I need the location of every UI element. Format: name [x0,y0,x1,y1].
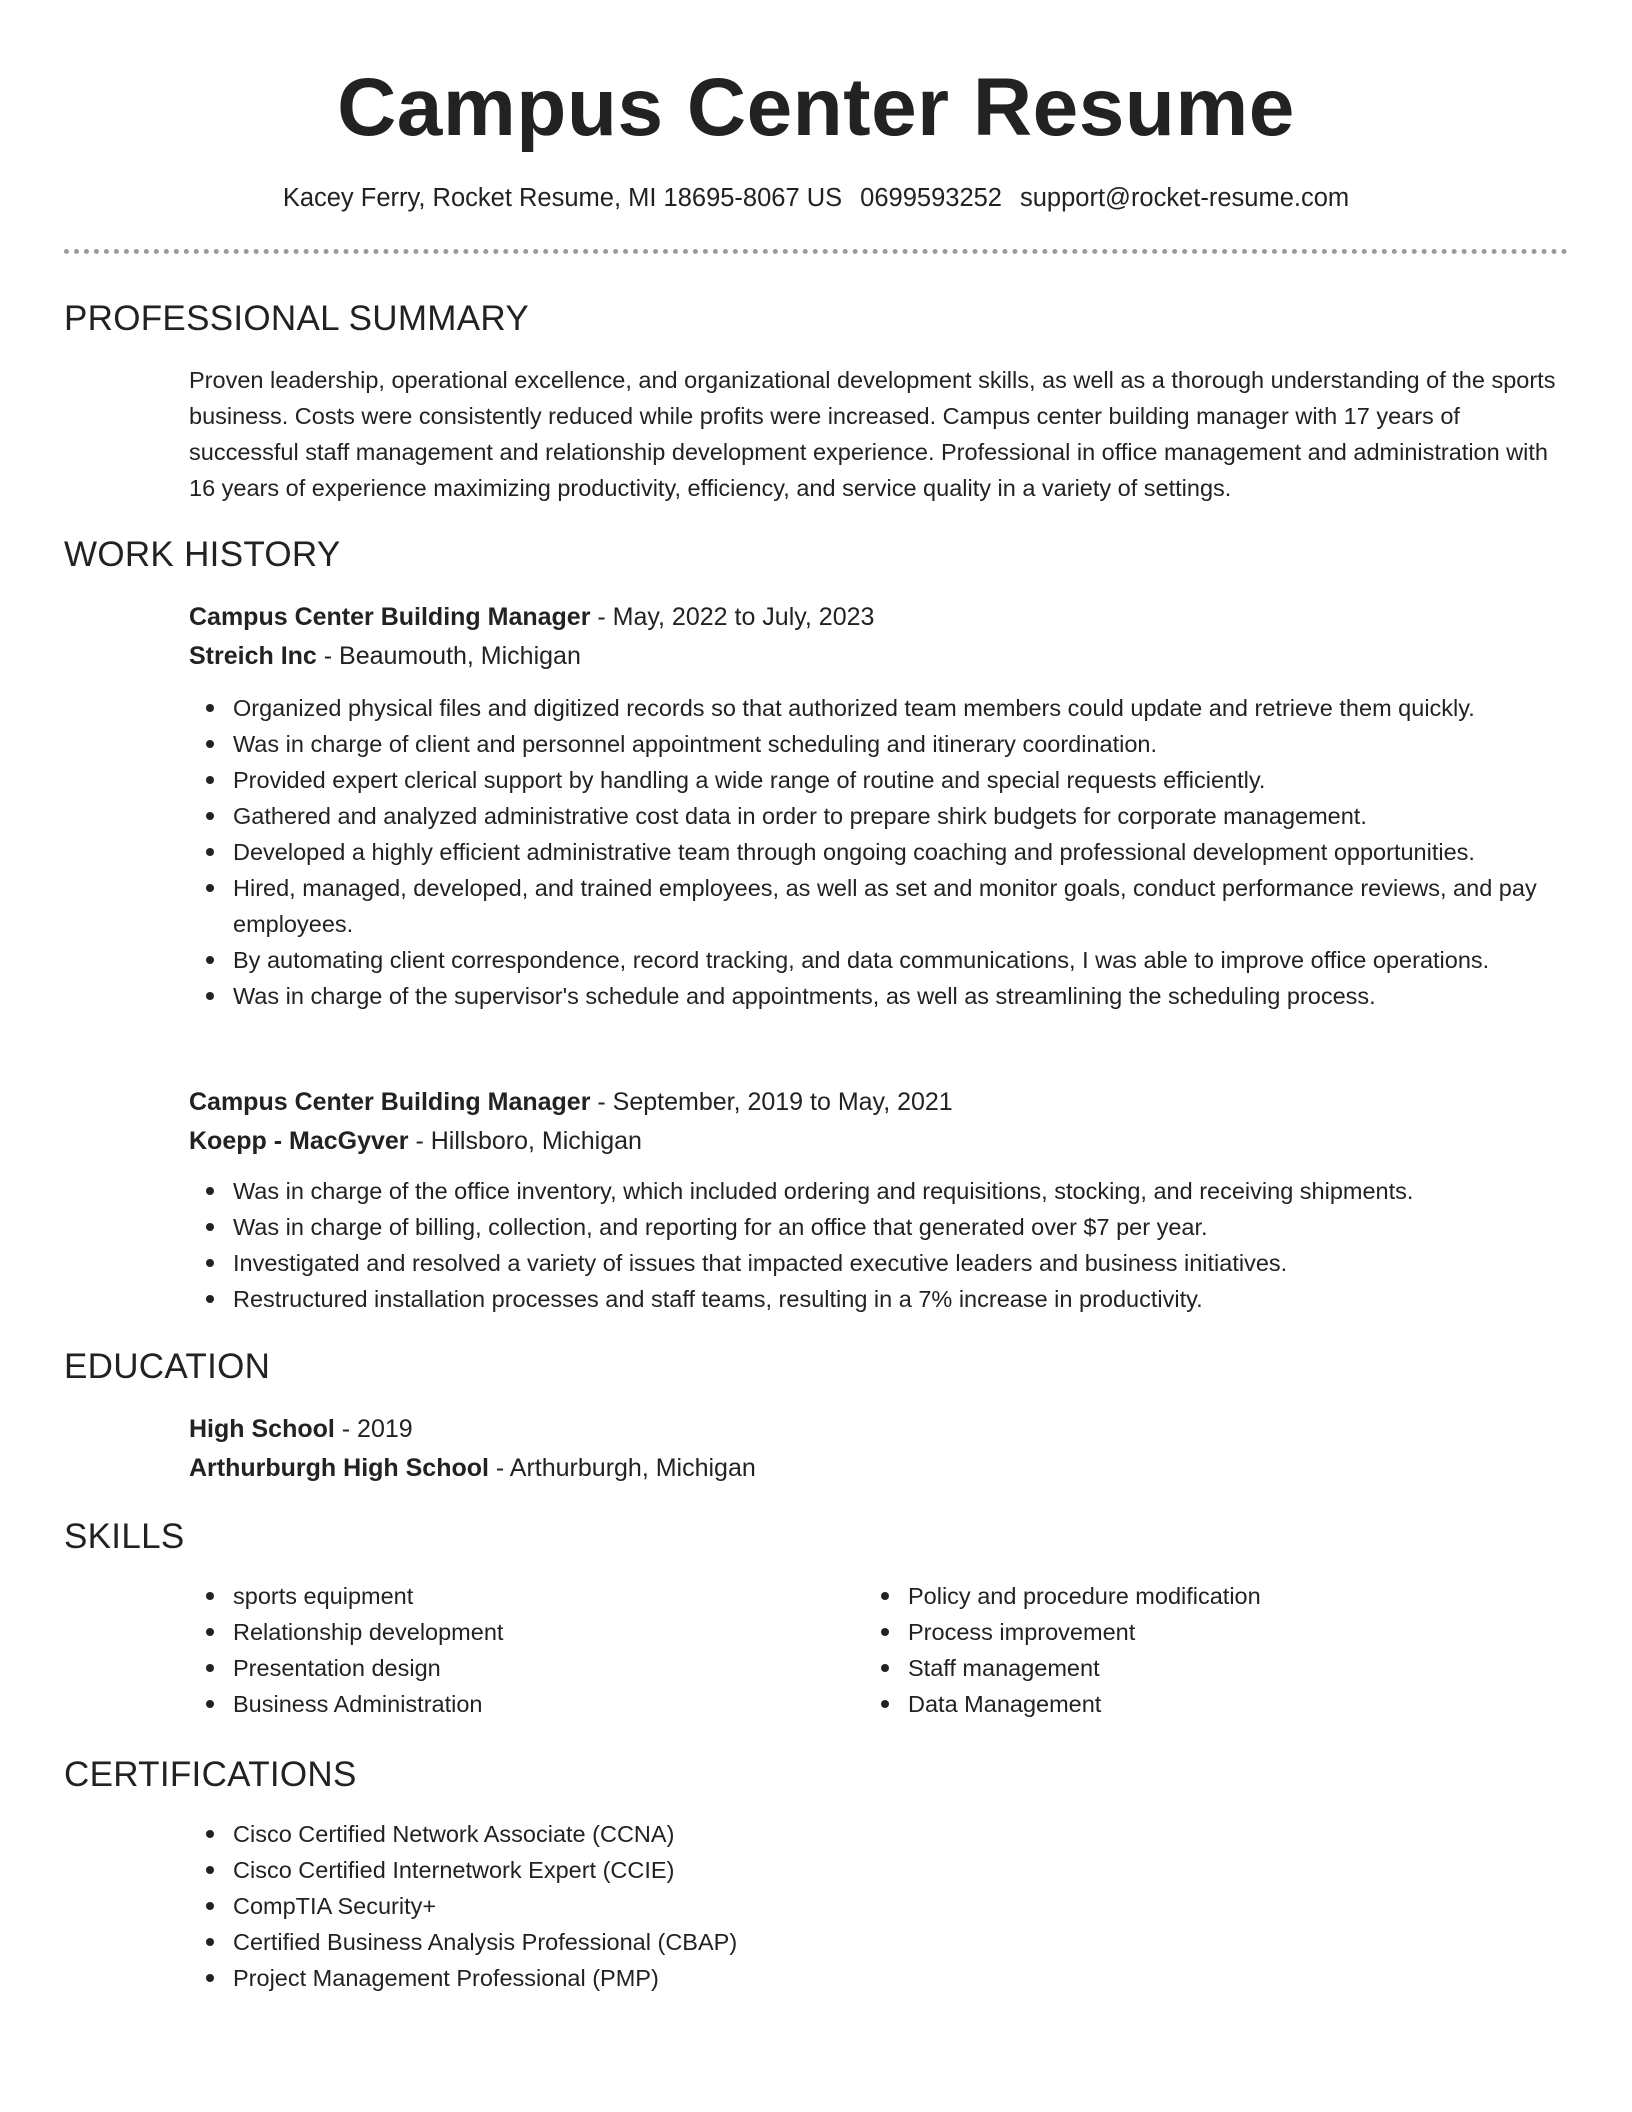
skills-column-right [864,1578,1524,1722]
contact-address: Kacey Ferry, Rocket Resume, MI 18695-8067 US [282,184,843,212]
job-location: - Beaumouth, Michigan [316,642,581,670]
job-bullet: Developed a highly efficient administrative team through ongoing coaching and professional development opportunities. [233,834,1569,870]
job-company: Streich Inc [189,642,317,670]
job-bullet: Was in charge of the office inventory, which included ordering and requisitions, stocking, and receiving shipments. [233,1173,1569,1209]
header-divider [64,249,1568,254]
contact-email: support@rocket-resume.com [1020,184,1350,212]
skills-column-left [189,1578,849,1722]
job-bullet: Investigated and resolved a variety of issues that impacted executive leaders and business initiatives. [233,1245,1569,1281]
job-bullet: Gathered and analyzed administrative cost data in order to prepare shirk budgets for corporate management. [233,798,1569,834]
skills-list [864,1578,1524,1722]
education-degree-line [189,1410,1569,1449]
job-bullets [189,1173,1569,1317]
job-location: - Hillsboro, Michigan [408,1127,642,1155]
job-company-line [189,637,1569,676]
job-bullet: By automating client correspondence, record tracking, and data communications, I was able to improve office operations. [233,942,1569,978]
skill-item: Data Management [908,1686,1524,1722]
education-location: - Arthurburgh, Michigan [488,1454,756,1482]
education-degree: High School [189,1415,335,1443]
job-bullets [189,690,1569,1014]
job-company-line [189,1122,1569,1161]
certifications-entry [189,1816,1569,1996]
job-company: Koepp - MacGyver [189,1127,409,1155]
skill-item: Policy and procedure modification [908,1578,1524,1614]
education-school: Arthurburgh High School [189,1454,489,1482]
job-bullet: Restructured installation processes and staff teams, resulting in a 7% increase in productivity. [233,1281,1569,1317]
education-entry [189,1410,1569,1488]
section-heading-education: EDUCATION [64,1347,271,1386]
section-heading-certifications: CERTIFICATIONS [64,1755,357,1794]
education-school-line [189,1449,1569,1488]
skill-item: Presentation design [233,1650,849,1686]
job-title: Campus Center Building Manager [189,1088,591,1116]
job-bullet: Was in charge of client and personnel appointment scheduling and itinerary coordination. [233,726,1569,762]
skill-item: Business Administration [233,1686,849,1722]
certification-item: Cisco Certified Internetwork Expert (CCIE) [233,1852,1569,1888]
education-year: - 2019 [334,1415,413,1443]
job-title-line [189,598,1569,637]
job-bullet: Organized physical files and digitized records so that authorized team members could update and retrieve them quickly. [233,690,1569,726]
skill-item: Staff management [908,1650,1524,1686]
certification-item: Project Management Professional (PMP) [233,1960,1569,1996]
job-dates: - May, 2022 to July, 2023 [590,603,875,631]
skill-item: Process improvement [908,1614,1524,1650]
certifications-list [189,1816,1569,1996]
contact-line [0,180,1632,216]
contact-phone: 0699593252 [860,184,1002,212]
certification-item: Certified Business Analysis Professional (CBAP) [233,1924,1569,1960]
job-title: Campus Center Building Manager [189,603,591,631]
certification-item: CompTIA Security+ [233,1888,1569,1924]
job-bullet: Was in charge of billing, collection, and reporting for an office that generated over $7 per year. [233,1209,1569,1245]
section-heading-summary: PROFESSIONAL SUMMARY [64,299,529,338]
job-bullet: Provided expert clerical support by handling a wide range of routine and special requests efficiently. [233,762,1569,798]
job-dates: - September, 2019 to May, 2021 [590,1088,953,1116]
job-bullet: Hired, managed, developed, and trained employees, as well as set and monitor goals, conduct performance reviews, and pay employees. [233,870,1569,942]
job-bullet: Was in charge of the supervisor's schedule and appointments, as well as streamlining the scheduling process. [233,978,1569,1014]
job-title-line [189,1083,1569,1122]
skill-item: Relationship development [233,1614,849,1650]
section-heading-skills: SKILLS [64,1517,185,1556]
job-entry [189,598,1569,1014]
skill-item: sports equipment [233,1578,849,1614]
summary-text: Proven leadership, operational excellence, and organizational development skills, as well as a thorough understanding of the sports business. Costs were consistently reduced while profits were increased. Campus center building manager with 17 years of successful staff management and relationship development experience. Professional in office management and administration with 16 years of experience maximizing productivity, efficiency, and service quality in a variety of settings. [189,367,1556,501]
resume-title: Campus Center Resume [337,62,1295,153]
certification-item: Cisco Certified Network Associate (CCNA) [233,1816,1569,1852]
skills-list [189,1578,849,1722]
job-entry [189,1083,1569,1317]
section-heading-work-history: WORK HISTORY [64,535,341,574]
